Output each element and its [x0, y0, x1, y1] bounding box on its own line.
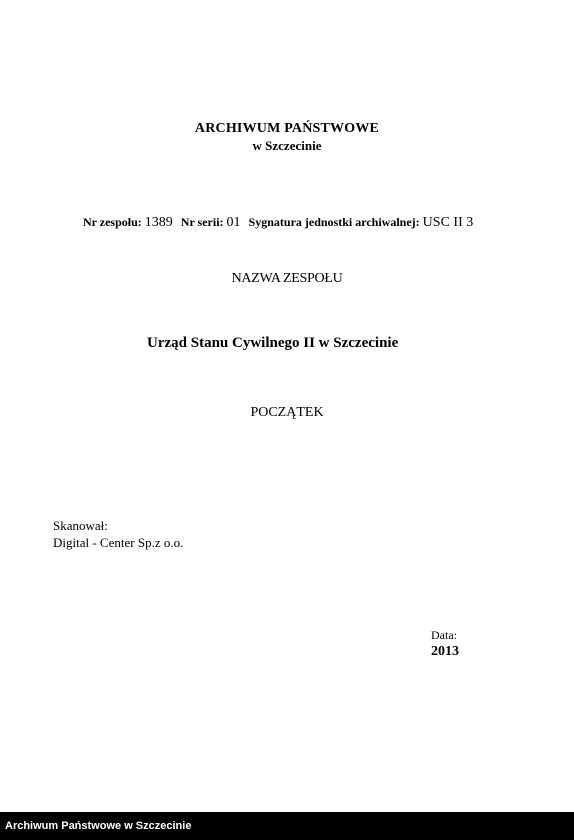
institution-location: w Szczecinie — [252, 138, 322, 153]
start-marker: POCZĄTEK — [250, 405, 324, 420]
scanned-by-label: Skanował: — [53, 518, 108, 533]
scanned-by-value: Digital - Center Sp.z o.o. — [53, 535, 184, 550]
series-number-value: 01 — [226, 215, 241, 230]
fond-number-label: Nr zespołu: — [83, 215, 142, 229]
date-label: Data: — [431, 628, 457, 642]
footer-archive-name: Archiwum Państwowe w Szczecinie — [5, 820, 192, 832]
fond-name: Urząd Stanu Cywilnego II w Szczecinie — [147, 335, 399, 351]
signature-label: Sygnatura jednostki archiwalnej: — [248, 215, 420, 229]
fond-number-value: 1389 — [144, 215, 173, 230]
footer-bar — [0, 812, 574, 840]
institution-title: ARCHIWUM PAŃSTWOWE — [194, 121, 380, 136]
date-value: 2013 — [431, 644, 459, 659]
signature-value: USC II 3 — [422, 215, 474, 230]
fond-name-heading: NAZWA ZESPOŁU — [231, 271, 343, 286]
series-number-label: Nr serii: — [180, 215, 224, 229]
record-metadata-line — [83, 215, 473, 231]
